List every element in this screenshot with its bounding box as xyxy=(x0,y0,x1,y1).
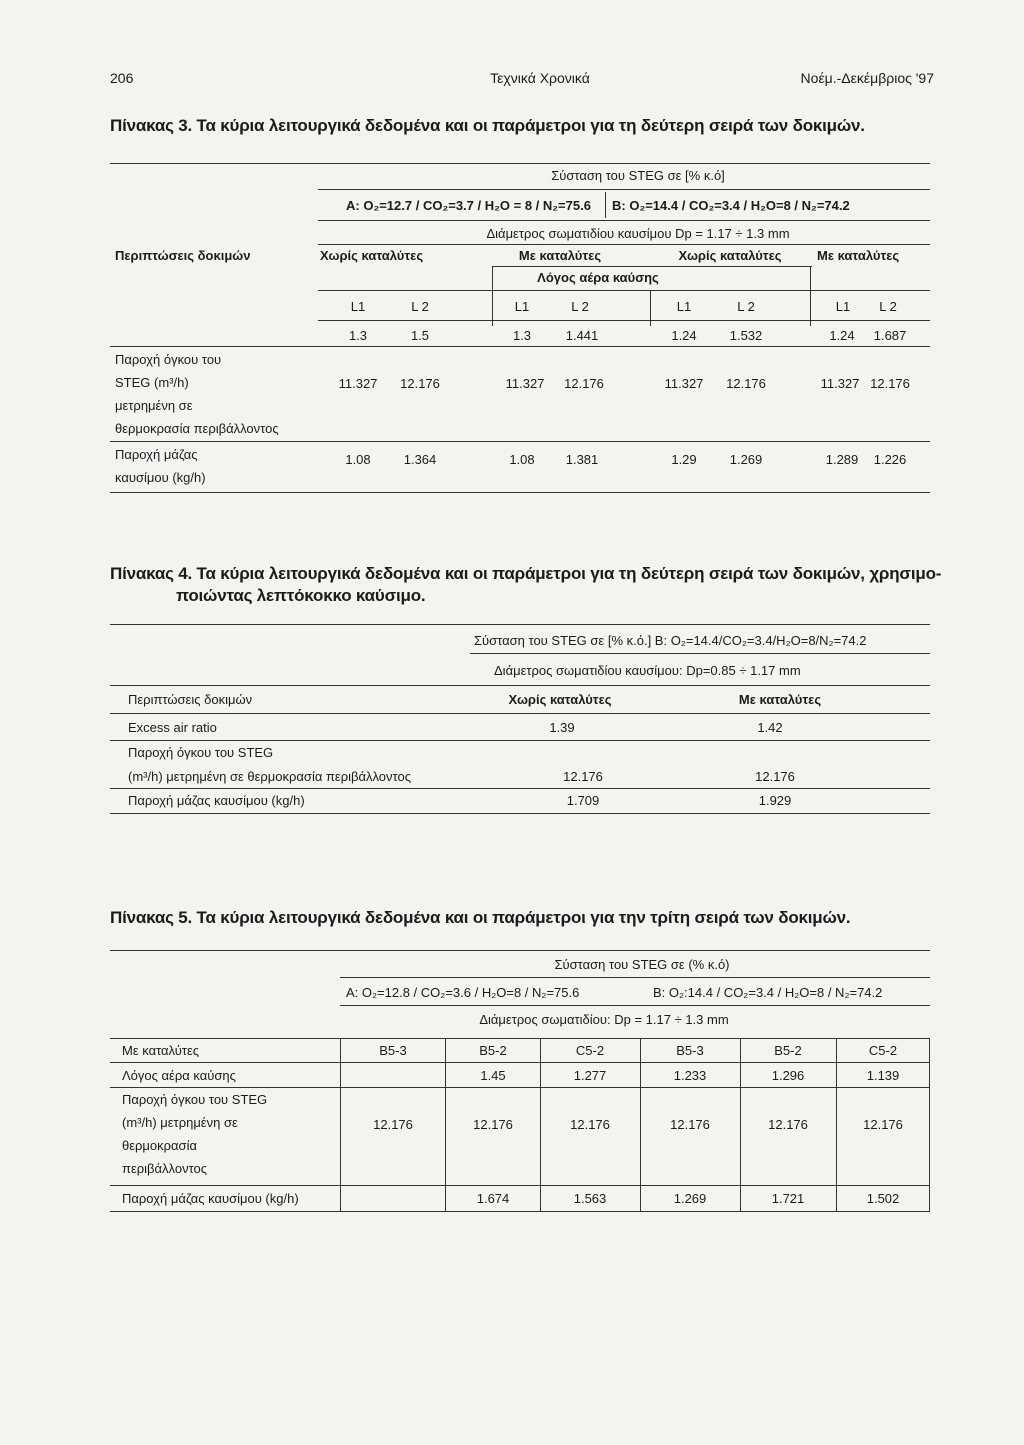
table3-comp-b: B: O₂=14.4 / CO₂=3.4 / H₂O=8 / N₂=74.2 xyxy=(612,198,850,213)
table3-sub-6: L 2 xyxy=(737,299,755,314)
table3-sub-3: L1 xyxy=(514,299,530,314)
table4-row3-v1: 1.709 xyxy=(566,793,600,808)
table5-comp-a: A: O₂=12.8 / CO₂=3.6 / H₂O=8 / N₂=75.6 xyxy=(346,985,580,1000)
table3-flow-label-1: Παροχή όγκου του xyxy=(115,352,222,367)
table4-row2-label2: (m³/h) μετρημένη σε θερμοκρασία περιβάλλοντος xyxy=(128,769,411,784)
table3-caption: Πίνακας 3. Τα κύρια λειτουργικά δεδομένα και οι παράμετροι για τη δεύτερη σειρά των δοκιμών. xyxy=(110,116,865,135)
table5-air-3: 1.277 xyxy=(573,1068,607,1083)
table3-flow-label-3: μετρημένη σε xyxy=(115,398,193,413)
table5-flow-label-2: (m³/h) μετρημένη σε xyxy=(122,1115,238,1130)
table3-composition-title: Σύσταση του STEG σε [% κ.ό] xyxy=(551,168,725,183)
table5-flow-label-4: περιβάλλοντος xyxy=(122,1161,208,1176)
table3-ratio-3: 1.3 xyxy=(512,328,532,343)
table5-air-4: 1.233 xyxy=(673,1068,707,1083)
table3-sub-8: L 2 xyxy=(879,299,897,314)
table3-comp-a: A: O₂=12.7 / CO₂=3.7 / H₂O = 8 / N₂=75.6 xyxy=(346,198,591,213)
table3-air-ratio-label: Λόγος αέρα καύσης xyxy=(537,270,659,285)
table4-col-without: Χωρίς καταλύτες xyxy=(508,692,612,707)
table4-row1-v1: 1.39 xyxy=(549,720,575,735)
table5-flow-4: 12.176 xyxy=(670,1117,710,1132)
table4-row2-v2: 12.176 xyxy=(755,769,795,784)
table3-flow-1: 11.327 xyxy=(338,376,378,391)
table5-case-2: B5-2 xyxy=(479,1043,507,1058)
table4-row3-v2: 1.929 xyxy=(758,793,792,808)
table5-mass-5: 1.721 xyxy=(771,1191,805,1206)
table5-case-6: C5-2 xyxy=(868,1043,898,1058)
table3-ratio-4: 1.441 xyxy=(565,328,599,343)
table5-flow-1: 12.176 xyxy=(373,1117,413,1132)
journal-title: Τεχνικά Χρονικά xyxy=(490,70,590,86)
table3-mass-4: 1.381 xyxy=(565,452,599,467)
table4-caption-line1: Πίνακας 4. Τα κύρια λειτουργικά δεδομένα και οι παράμετροι για τη δεύτερη σειρά των δοκιμών, χρησιμο- xyxy=(110,564,942,583)
table5-flow-5: 12.176 xyxy=(768,1117,808,1132)
table3-ratio-7: 1.24 xyxy=(829,328,855,343)
table3-mass-2: 1.364 xyxy=(403,452,437,467)
table3-flow-3: 11.327 xyxy=(505,376,545,391)
table3-mass-label-2: καυσίμου (kg/h) xyxy=(115,470,206,485)
table5-diameter: Διάμετρος σωματιδίου: Dp = 1.17 ÷ 1.3 mm xyxy=(479,1012,729,1027)
table5-air-5: 1.296 xyxy=(771,1068,805,1083)
table4-row1-v2: 1.42 xyxy=(757,720,783,735)
table5-mass-6: 1.502 xyxy=(866,1191,900,1206)
table5-mass-3: 1.563 xyxy=(573,1191,607,1206)
table3-mass-7: 1.289 xyxy=(825,452,859,467)
table3-sub-2: L 2 xyxy=(411,299,429,314)
table3-mass-1: 1.08 xyxy=(345,452,371,467)
table3-ratio-8: 1.687 xyxy=(873,328,907,343)
table3-ratio-6: 1.532 xyxy=(729,328,763,343)
table4-row2-label: Παροχή όγκου του STEG xyxy=(128,745,274,760)
table3-mass-3: 1.08 xyxy=(509,452,535,467)
table4-row1-label: Excess air ratio xyxy=(128,720,217,735)
table4-row3-label: Παροχή μάζας καυσίμου (kg/h) xyxy=(128,793,305,808)
table3-flow-label-2: STEG (m³/h) xyxy=(115,375,189,390)
table5-case-5: B5-2 xyxy=(774,1043,802,1058)
table5-comp-b: B: O₂:14.4 / CO₂=3.4 / H₂O=8 / N₂=74.2 xyxy=(653,985,883,1000)
table5-mass-4: 1.269 xyxy=(673,1191,707,1206)
table3-flow-8: 12.176 xyxy=(870,376,910,391)
table3-ratio-5: 1.24 xyxy=(671,328,697,343)
table5-air-2: 1.45 xyxy=(480,1068,506,1083)
table5-flow-label-1: Παροχή όγκου του STEG xyxy=(122,1092,268,1107)
issue-date: Νοέμ.-Δεκέμβριος '97 xyxy=(800,70,934,86)
table4-composition: Σύσταση του STEG σε [% κ.ό.] B: O₂=14.4/CO₂=3.4/H₂O=8/N₂=74.2 xyxy=(474,633,867,648)
table5-flow-2: 12.176 xyxy=(473,1117,513,1132)
table4-cases-label: Περιπτώσεις δοκιμών xyxy=(128,692,253,707)
table3-mass-8: 1.226 xyxy=(873,452,907,467)
table3-sub-1: L1 xyxy=(350,299,366,314)
table5-flow-6: 12.176 xyxy=(863,1117,903,1132)
table5-flow-label-3: θερμοκρασία xyxy=(122,1138,197,1153)
page-number: 206 xyxy=(110,70,134,86)
table4-row2-v1: 12.176 xyxy=(563,769,603,784)
table3-group-2: Με καταλύτες xyxy=(518,248,602,263)
table4-diameter: Διάμετρος σωματιδίου καυσίμου: Dp=0.85 ÷ 1.17 mm xyxy=(494,663,801,678)
table3-sub-7: L1 xyxy=(835,299,851,314)
table5-caption: Πίνακας 5. Τα κύρια λειτουργικά δεδομένα και οι παράμετροι για την τρίτη σειρά των δοκιμών. xyxy=(110,908,851,927)
table4-caption-line2: ποιώντας λεπτόκοκκο καύσιμο. xyxy=(176,586,426,605)
table3-flow-4: 12.176 xyxy=(564,376,604,391)
table3-flow-5: 11.327 xyxy=(664,376,704,391)
table5-row-mass-label: Παροχή μάζας καυσίμου (kg/h) xyxy=(122,1191,299,1206)
table5-composition-title: Σύσταση του STEG σε (% κ.ό) xyxy=(554,957,730,972)
table5-flow-3: 12.176 xyxy=(570,1117,610,1132)
table3-flow-7: 11.327 xyxy=(820,376,860,391)
table5-case-3: C5-2 xyxy=(575,1043,605,1058)
table5-case-4: B5-3 xyxy=(676,1043,704,1058)
table3-ratio-1: 1.3 xyxy=(348,328,368,343)
table3-group-1: Χωρίς καταλύτες xyxy=(320,248,424,263)
table3-ratio-2: 1.5 xyxy=(410,328,430,343)
table3-flow-6: 12.176 xyxy=(726,376,766,391)
table4-col-with: Με καταλύτες xyxy=(738,692,822,707)
table3-flow-2: 12.176 xyxy=(400,376,440,391)
table3-group-3: Χωρίς καταλύτες xyxy=(678,248,782,263)
table3-sub-4: L 2 xyxy=(571,299,589,314)
table5-air-6: 1.139 xyxy=(866,1068,900,1083)
table3-cases-label: Περιπτώσεις δοκιμών xyxy=(115,248,251,263)
table5-row-cat-label: Με καταλύτες xyxy=(122,1043,200,1058)
table3-mass-6: 1.269 xyxy=(729,452,763,467)
table3-diameter: Διάμετρος σωματιδίου καυσίμου Dp = 1.17 ÷ 1.3 mm xyxy=(486,226,790,241)
table5-row-air-label: Λόγος αέρα καύσης xyxy=(122,1068,236,1083)
table3-mass-label-1: Παροχή μάζας xyxy=(115,447,198,462)
table3-flow-label-4: θερμοκρασία περιβάλλοντος xyxy=(115,421,279,436)
table3-mass-5: 1.29 xyxy=(671,452,697,467)
table3-group-4: Με καταλύτες xyxy=(817,248,900,263)
table3-sub-5: L1 xyxy=(676,299,692,314)
table5-mass-2: 1.674 xyxy=(476,1191,510,1206)
table5-case-1: B5-3 xyxy=(379,1043,407,1058)
